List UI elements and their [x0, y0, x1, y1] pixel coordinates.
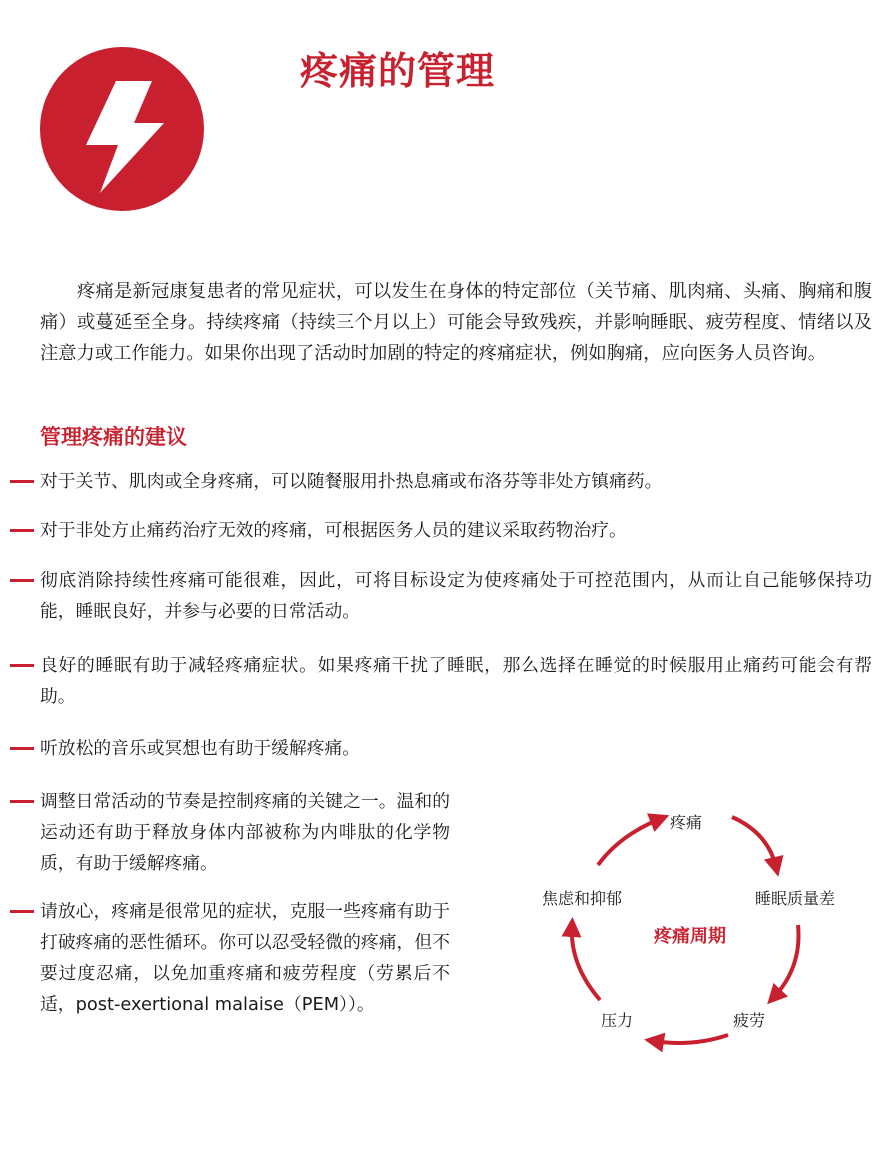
lightning-bolt-icon	[40, 47, 204, 211]
cycle-arrow	[732, 817, 776, 867]
cycle-arrow	[654, 1035, 728, 1043]
advice-heading: 管理疼痛的建议	[40, 425, 187, 449]
cycle-node-fatigue: 疲劳	[732, 1011, 766, 1030]
cycle-node-poor-sleep: 睡眠质量差	[754, 889, 836, 908]
cycle-arrow	[572, 927, 600, 1000]
cycle-node-anxiety-depression: 焦虑和抑郁	[541, 889, 623, 908]
cycle-arrow	[598, 819, 660, 865]
advice-item: 对于关节、肌肉或全身疼痛，可以随餐服用扑热息痛或布洛芬等非处方镇痛药。	[40, 466, 840, 497]
intro-paragraph: 疼痛是新冠康复患者的常见症状，可以发生在身体的特定部位（关节痛、肌肉痛、头痛、胸痛和腹痛）或蔓延至全身。持续疼痛（持续三个月以上）可能会导致残疾，并影响睡眠、疲劳程度、情绪以及注意力或工作能力。如果你出现了活动时加剧的特定的疼痛症状，例如胸痛，应向医务人员咨询。	[40, 281, 872, 364]
advice-item: 良好的睡眠有助于减轻疼痛症状。如果疼痛干扰了睡眠，那么选择在睡觉的时候服用止痛药可能会有帮助。	[40, 650, 872, 712]
cycle-arrow	[774, 925, 799, 997]
advice-item: 听放松的音乐或冥想也有助于缓解疼痛。	[40, 733, 840, 764]
page-title: 疼痛的管理	[300, 49, 496, 93]
cycle-node-stress: 压力	[600, 1011, 634, 1030]
cycle-center-label: 疼痛周期	[654, 926, 726, 947]
cycle-node-pain: 疼痛	[669, 813, 703, 832]
pain-cycle-diagram	[520, 795, 860, 1065]
advice-item: 彻底消除持续性疼痛可能很难，因此，可将目标设定为使疼痛处于可控范围内，从而让自己能够保持功能，睡眠良好，并参与必要的日常活动。	[40, 565, 872, 627]
advice-item: 请放心，疼痛是很常见的症状，克服一些疼痛有助于打破疼痛的恶性循环。你可以忍受轻微的疼痛，但不要过度忍痛，以免加重疼痛和疲劳程度（劳累后不适，post-exertional malaise（PEM））。	[40, 896, 450, 1020]
advice-item: 对于非处方止痛药治疗无效的疼痛，可根据医务人员的建议采取药物治疗。	[40, 515, 840, 546]
advice-item: 调整日常活动的节奏是控制疼痛的关键之一。温和的运动还有助于释放身体内部被称为内啡肽的化学物质，有助于缓解疼痛。	[40, 786, 450, 879]
